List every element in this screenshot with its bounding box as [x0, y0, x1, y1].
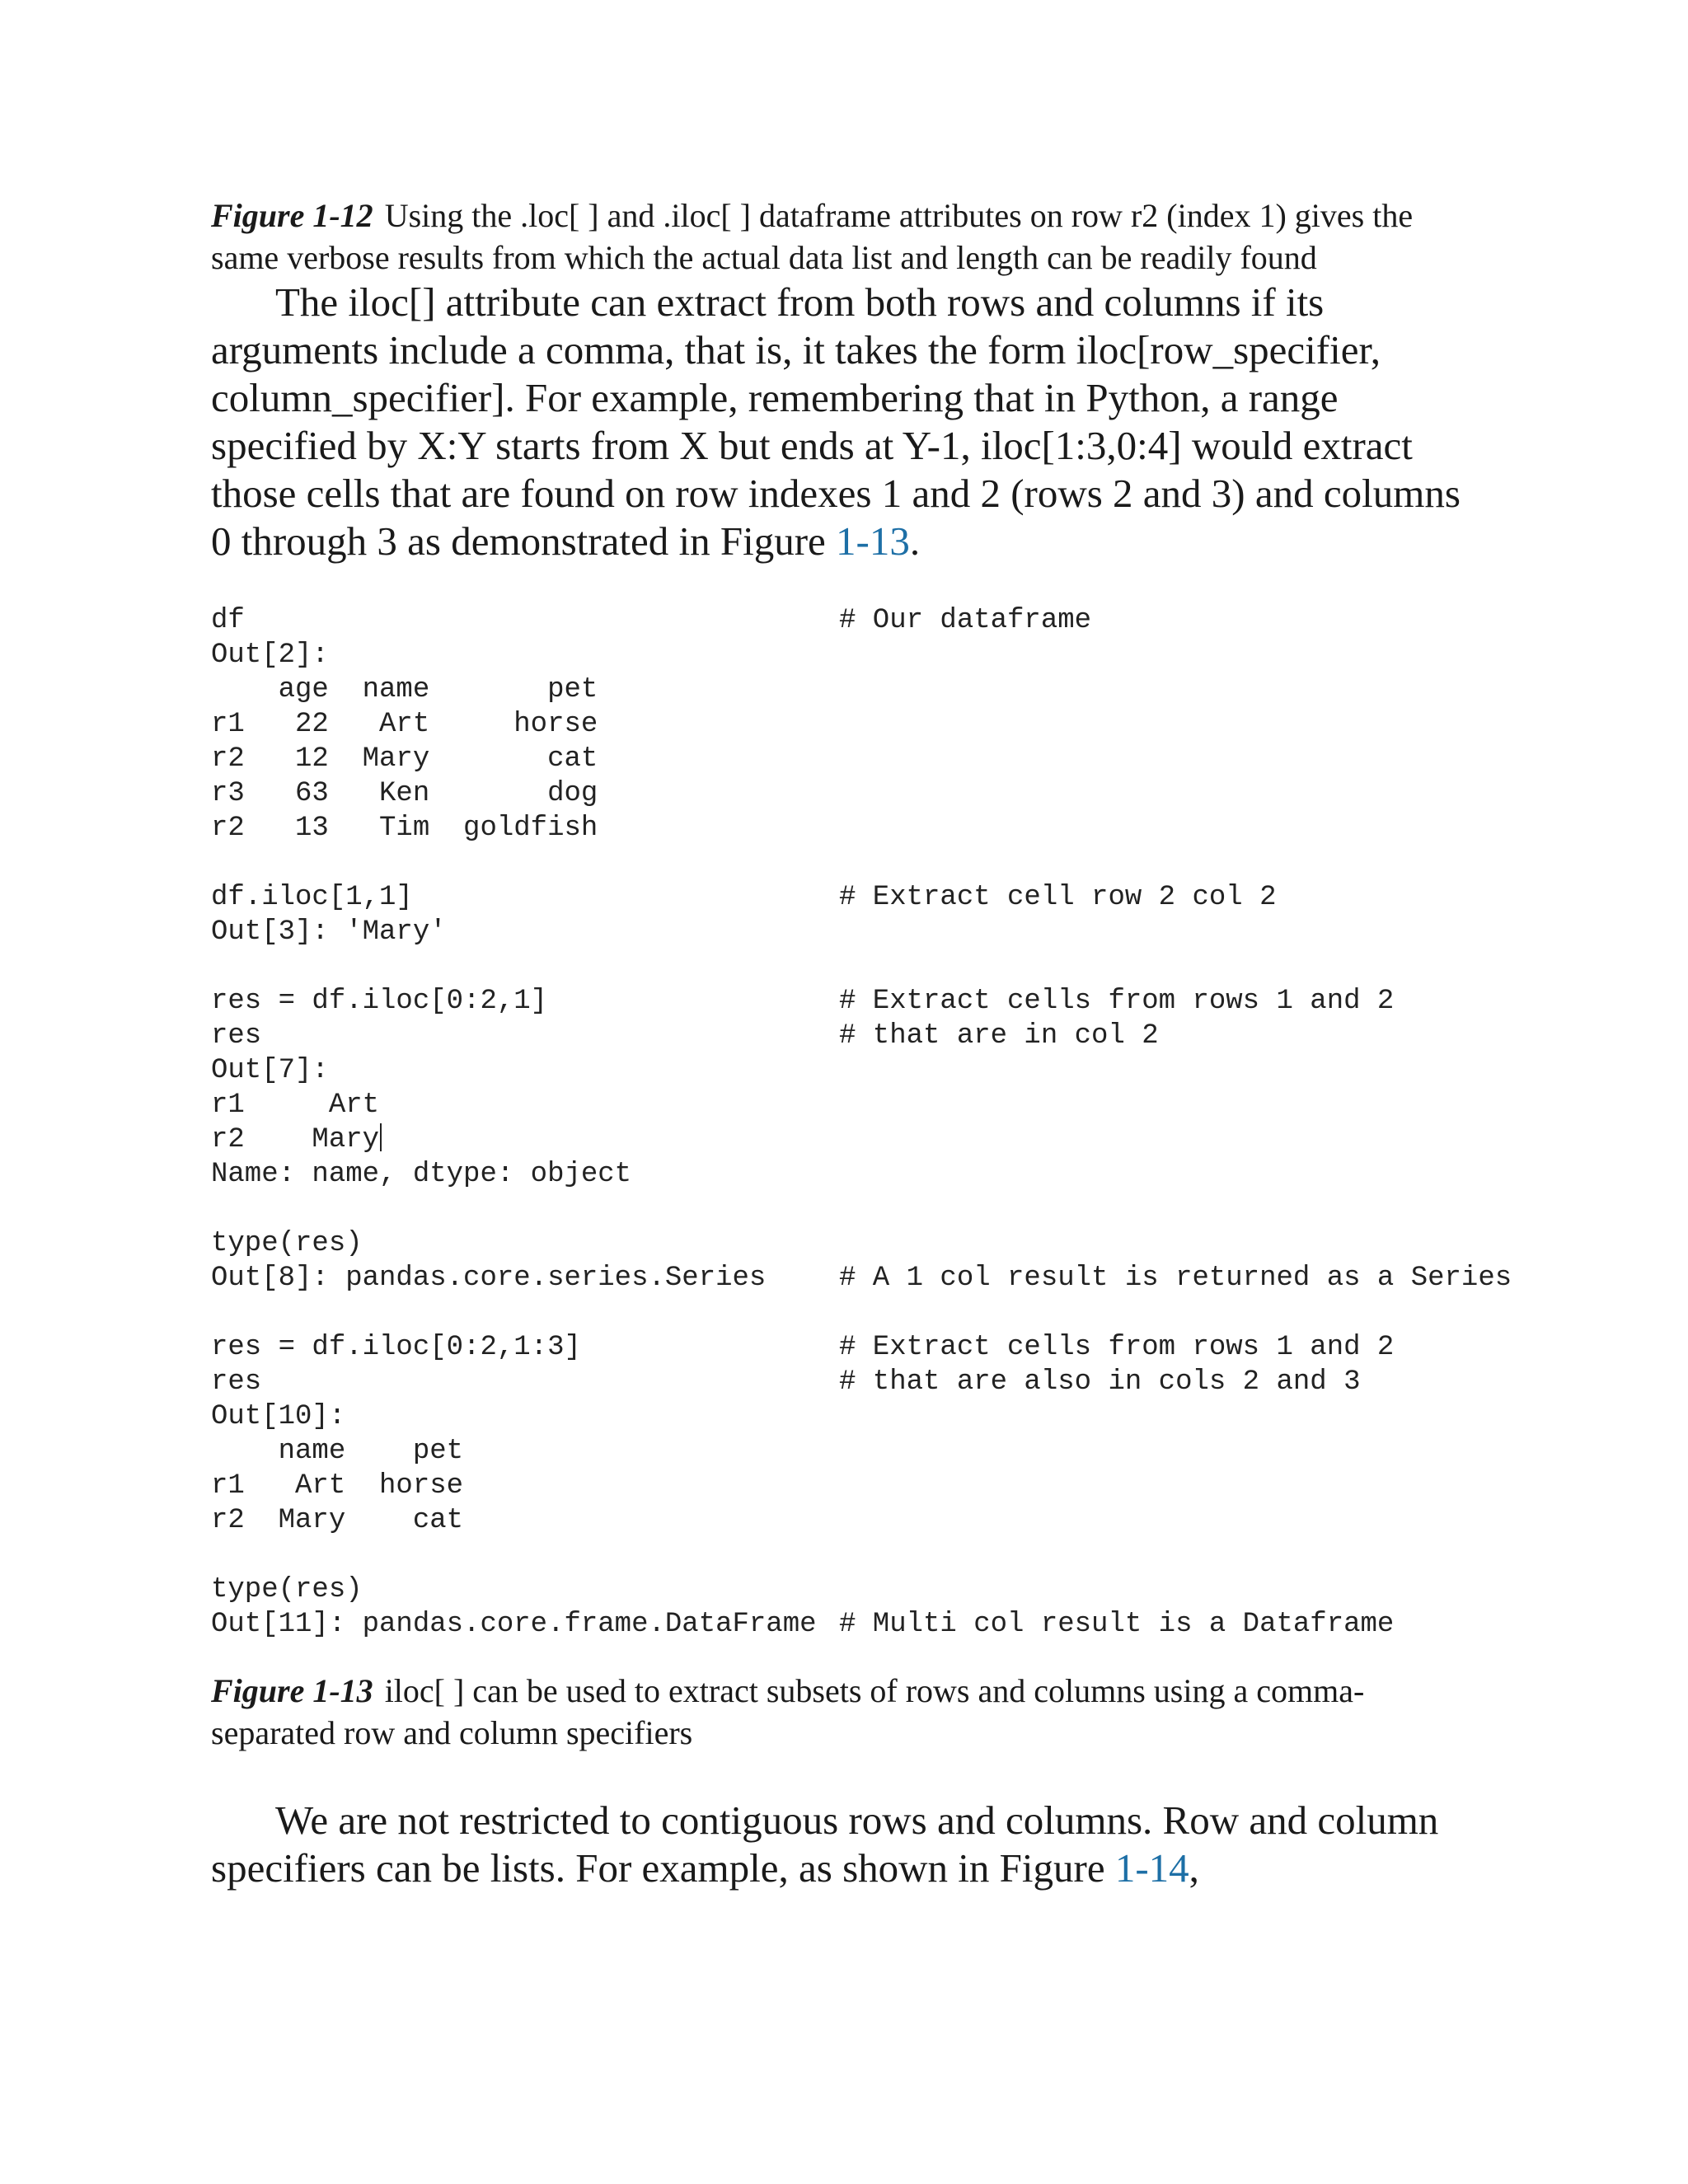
code-line	[211, 1572, 1489, 1607]
code-comment: # Extract cell row 2 col 2	[839, 882, 1277, 913]
code-line	[211, 707, 1489, 742]
code-line	[211, 1399, 1489, 1434]
code-line	[211, 1330, 1489, 1365]
code-text: df.iloc[1,1]	[211, 882, 413, 913]
figure-caption-1-13	[211, 1670, 1489, 1754]
code-line	[211, 1469, 1489, 1503]
code-line	[211, 673, 1489, 707]
code-line	[211, 915, 1489, 949]
code-line	[211, 1503, 1489, 1538]
figure-caption-1-12	[211, 194, 1489, 279]
code-text: age name pet	[211, 674, 598, 705]
code-line	[211, 984, 1489, 1019]
code-blank-line	[211, 1538, 1489, 1572]
code-text: Name: name, dtype: object	[211, 1159, 632, 1190]
body-paragraph-lists	[211, 1797, 1489, 1892]
code-text: res	[211, 1366, 262, 1398]
code-blank-line	[211, 1296, 1489, 1330]
code-blank-line	[211, 846, 1489, 880]
code-line	[211, 1157, 1489, 1192]
text-cursor	[380, 1123, 382, 1151]
figure-link-1-14[interactable]: 1-14	[1114, 1845, 1189, 1891]
code-text: r1 Art horse	[211, 1470, 464, 1502]
code-line	[211, 638, 1489, 673]
code-text: r2 13 Tim goldfish	[211, 813, 598, 844]
code-text: Out[11]: pandas.core.frame.DataFrame	[211, 1609, 817, 1640]
code-text: r2 12 Mary cat	[211, 743, 598, 775]
figure-label: Figure 1-13	[211, 1672, 373, 1709]
paragraph-text-end: .	[909, 518, 921, 564]
figure-link-1-13[interactable]: 1-13	[836, 518, 910, 564]
code-text: name pet	[211, 1436, 464, 1467]
document-page	[211, 194, 1512, 1892]
code-text: Out[3]: 'Mary'	[211, 916, 447, 948]
code-text: Out[10]:	[211, 1401, 346, 1432]
code-comment: # Extract cells from rows 1 and 2	[839, 1332, 1395, 1363]
code-text: r1 22 Art horse	[211, 709, 598, 740]
figure-label: Figure 1-12	[211, 197, 373, 234]
code-line	[211, 1122, 1489, 1157]
code-text: r1 Art	[211, 1090, 380, 1121]
paragraph-text: We are not restricted to contiguous rows and columns. Row and column specifiers can be lists. For example, as shown in Figure	[211, 1797, 1439, 1891]
code-text: res	[211, 1020, 262, 1052]
code-text: r2 Mary	[211, 1122, 382, 1157]
code-line	[211, 880, 1489, 915]
code-comment: # Our dataframe	[839, 605, 1092, 636]
paragraph-text-end: ,	[1189, 1845, 1199, 1891]
code-comment: # Multi col result is a Dataframe	[839, 1609, 1395, 1640]
code-comment: # that are in col 2	[839, 1020, 1159, 1052]
code-text: type(res)	[211, 1228, 363, 1259]
code-comment: # that are also in cols 2 and 3	[839, 1366, 1361, 1398]
code-text: r2 Mary cat	[211, 1505, 464, 1536]
code-line	[211, 1365, 1489, 1399]
code-line	[211, 742, 1489, 776]
code-line	[211, 811, 1489, 846]
code-text: df	[211, 605, 245, 636]
code-line	[211, 1053, 1489, 1088]
code-text: Out[8]: pandas.core.series.Series	[211, 1263, 767, 1294]
code-text: Out[7]:	[211, 1055, 329, 1086]
paragraph-text: The iloc[] attribute can extract from both rows and columns if its arguments include a comma, that is, it takes the form iloc[row_specifier, column_specifier]. For example, remembering that in Python, a range specified by X:Y starts from X but ends at Y-1, iloc[1:3,0:4] would extract those cells that are found on row indexes 1 and 2 (rows 2 and 3) and columns 0 through 3 as demonstrated in Figure	[211, 279, 1461, 564]
code-line	[211, 1019, 1489, 1053]
code-comment: # Extract cells from rows 1 and 2	[839, 986, 1395, 1017]
code-text: Out[2]:	[211, 640, 329, 671]
code-comment: # A 1 col result is returned as a Series	[839, 1263, 1512, 1294]
code-line	[211, 1607, 1489, 1642]
code-listing	[211, 603, 1512, 1642]
code-line	[211, 1434, 1489, 1469]
code-line	[211, 1261, 1512, 1296]
code-text: r3 63 Ken dog	[211, 778, 598, 809]
code-blank-line	[211, 1192, 1489, 1226]
code-line	[211, 603, 1489, 638]
code-line	[211, 1226, 1489, 1261]
code-text: type(res)	[211, 1574, 363, 1605]
caption-text: Using the .loc[ ] and .iloc[ ] dataframe attributes on row r2 (index 1) gives the same verbose results from which the actual data list and length can be readily found	[211, 197, 1414, 276]
caption-text: iloc[ ] can be used to extract subsets of rows and columns using a comma-separated row and column specifiers	[211, 1672, 1365, 1751]
code-blank-line	[211, 949, 1489, 984]
code-text: res = df.iloc[0:2,1:3]	[211, 1332, 581, 1363]
body-paragraph-iloc	[211, 279, 1489, 565]
code-line	[211, 1088, 1489, 1122]
code-text: res = df.iloc[0:2,1]	[211, 986, 548, 1017]
code-line	[211, 776, 1489, 811]
